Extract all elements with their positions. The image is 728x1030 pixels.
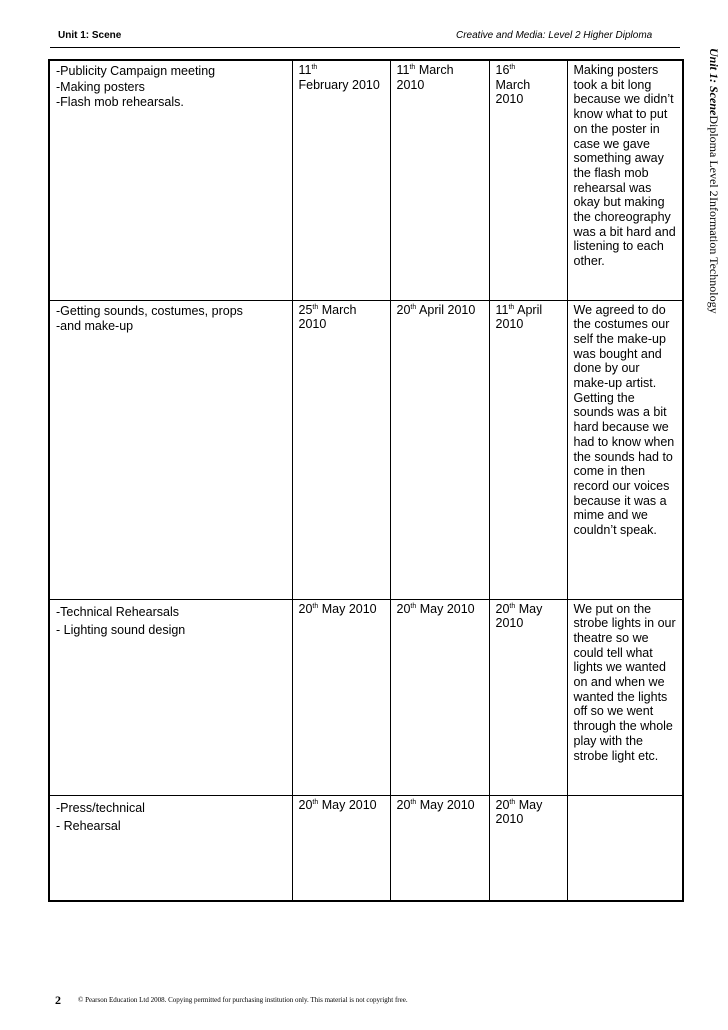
- table-row: [49, 795, 683, 901]
- start-date-cell: 20th May 2010: [292, 599, 390, 795]
- task-line: -Press/technical: [56, 800, 145, 815]
- deadline-date-cell: 20th May 2010: [390, 599, 489, 795]
- header-unit-title: Unit 1: Scene: [58, 30, 122, 41]
- deadline-date-cell: 20th May 2010: [390, 795, 489, 901]
- task-line: -and make-up: [56, 319, 134, 333]
- deadline-date-cell: 11th March 2010: [390, 60, 489, 300]
- completed-date-cell: 11th April 2010: [489, 300, 567, 599]
- start-date-cell: 11th February 2010: [292, 60, 390, 300]
- production-schedule-table: [48, 59, 684, 902]
- header-rule: [50, 47, 680, 48]
- task-line: -Publicity Campaign meeting: [56, 64, 216, 78]
- comment-cell: We agreed to do the costumes our self the make-up was bought and done by our make-up artist. Getting the sounds was a bit hard because we had to know when the sounds had to come in then record our voices because it was a mime and we couldn’t speak.: [567, 300, 683, 599]
- page-number: 2: [55, 993, 61, 1007]
- completed-date-cell: 16th March 2010: [489, 60, 567, 300]
- task-cell: [49, 300, 292, 599]
- completed-date-cell: 20th May 2010: [489, 599, 567, 795]
- task-line: -Flash mob rehearsals.: [56, 95, 184, 109]
- comment-cell: [567, 795, 683, 901]
- task-cell: [49, 599, 292, 795]
- side-running-header: [706, 48, 721, 313]
- task-line: - Lighting sound design: [56, 622, 186, 637]
- side-subject: Information Technology: [707, 196, 721, 314]
- task-line: -Getting sounds, costumes, props: [56, 303, 243, 318]
- completed-date-cell: 20th May 2010: [489, 795, 567, 901]
- task-line: -Technical Rehearsals: [56, 604, 179, 619]
- header-diploma-title: Creative and Media: Level 2 Higher Diploma: [456, 30, 653, 41]
- deadline-date-cell: 20th April 2010: [390, 300, 489, 599]
- side-diploma: Diploma Level 2: [707, 115, 721, 197]
- comment-cell: We put on the strobe lights in our theatre so we could tell what lights we wanted on and when we wanted the lights off so we went through the whole play with the strobe light etc.: [567, 599, 683, 795]
- start-date-cell: 25th March 2010: [292, 300, 390, 599]
- task-line: - Rehearsal: [56, 818, 121, 833]
- table-row: [49, 300, 683, 599]
- task-cell: [49, 60, 292, 300]
- side-unit-title: Unit 1: Scene: [707, 48, 721, 116]
- comment-cell: Making posters took a bit long because we didn’t know what to put on the poster in case we gave something away the flash mob rehearsal was okay but making the choreography was a bit hard and listening to each other.: [567, 60, 683, 300]
- copyright-notice: © Pearson Education Ltd 2008. Copying permitted for purchasing institution only. This material is not copyright free.: [78, 996, 408, 1004]
- task-cell: [49, 795, 292, 901]
- table-row: [49, 60, 683, 300]
- task-line: -Making posters: [56, 79, 145, 94]
- start-date-cell: 20th May 2010: [292, 795, 390, 901]
- table-row: [49, 599, 683, 795]
